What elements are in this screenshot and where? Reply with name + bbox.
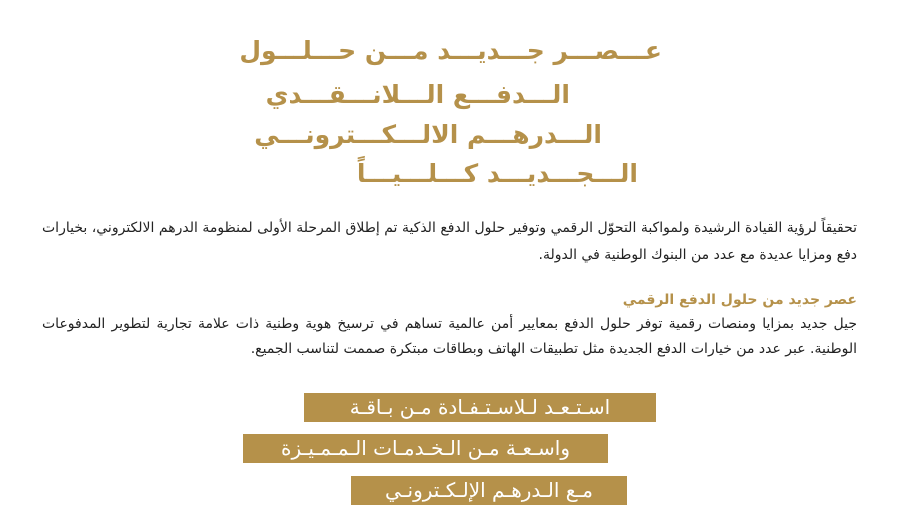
headline-line-1: عـــصـــر جـــديـــد مـــن حـــلـــول [239, 36, 662, 65]
headline-line-4: الـــجـــديـــد كـــلـــيـــاً [356, 159, 638, 188]
section-body: جيل جديد بمزايا ومنصات رقمية توفر حلول الدفع بمعايير أمن عالمية تساهم في ترسيخ هوية وطنية ذات علامة تجارية لتطوير المدفوعات الوطنية. عبر عدد من خيارات الدفع الجديدة مثل تطبيقات الهاتف وبطاقات مبتكرة صممت لتناسب الجميع. [42, 316, 857, 357]
promo-banner-line-2: واسـعـة مـن الـخـدمـات الـمـمـيـزة [243, 434, 608, 463]
intro-paragraph: تحقيقاً لرؤية القيادة الرشيدة ولمواكبة التحوّل الرقمي وتوفير حلول الدفع الذكية تم إطلاق المرحلة الأولى لمنظومة الدرهم الالكتروني، بخيارات دفع ومزايا عديدة مع عدد من البنوك الوطنية في الدولة. [42, 220, 857, 263]
headline-line-3: الـــدرهـــم الالـــكـــترونـــي [254, 120, 602, 149]
promo-banner-line-1: اسـتـعـد لـلاسـتـفـادة مـن بـاقـة [304, 393, 656, 422]
promo-banner-line-3: مـع الـدرهـم الإلـكـترونـي [351, 476, 627, 505]
headline-line-2: الـــدفـــع الـــلانـــقـــدي [265, 80, 570, 109]
section-title: عصر جديد من حلول الدفع الرقمي [622, 292, 857, 308]
